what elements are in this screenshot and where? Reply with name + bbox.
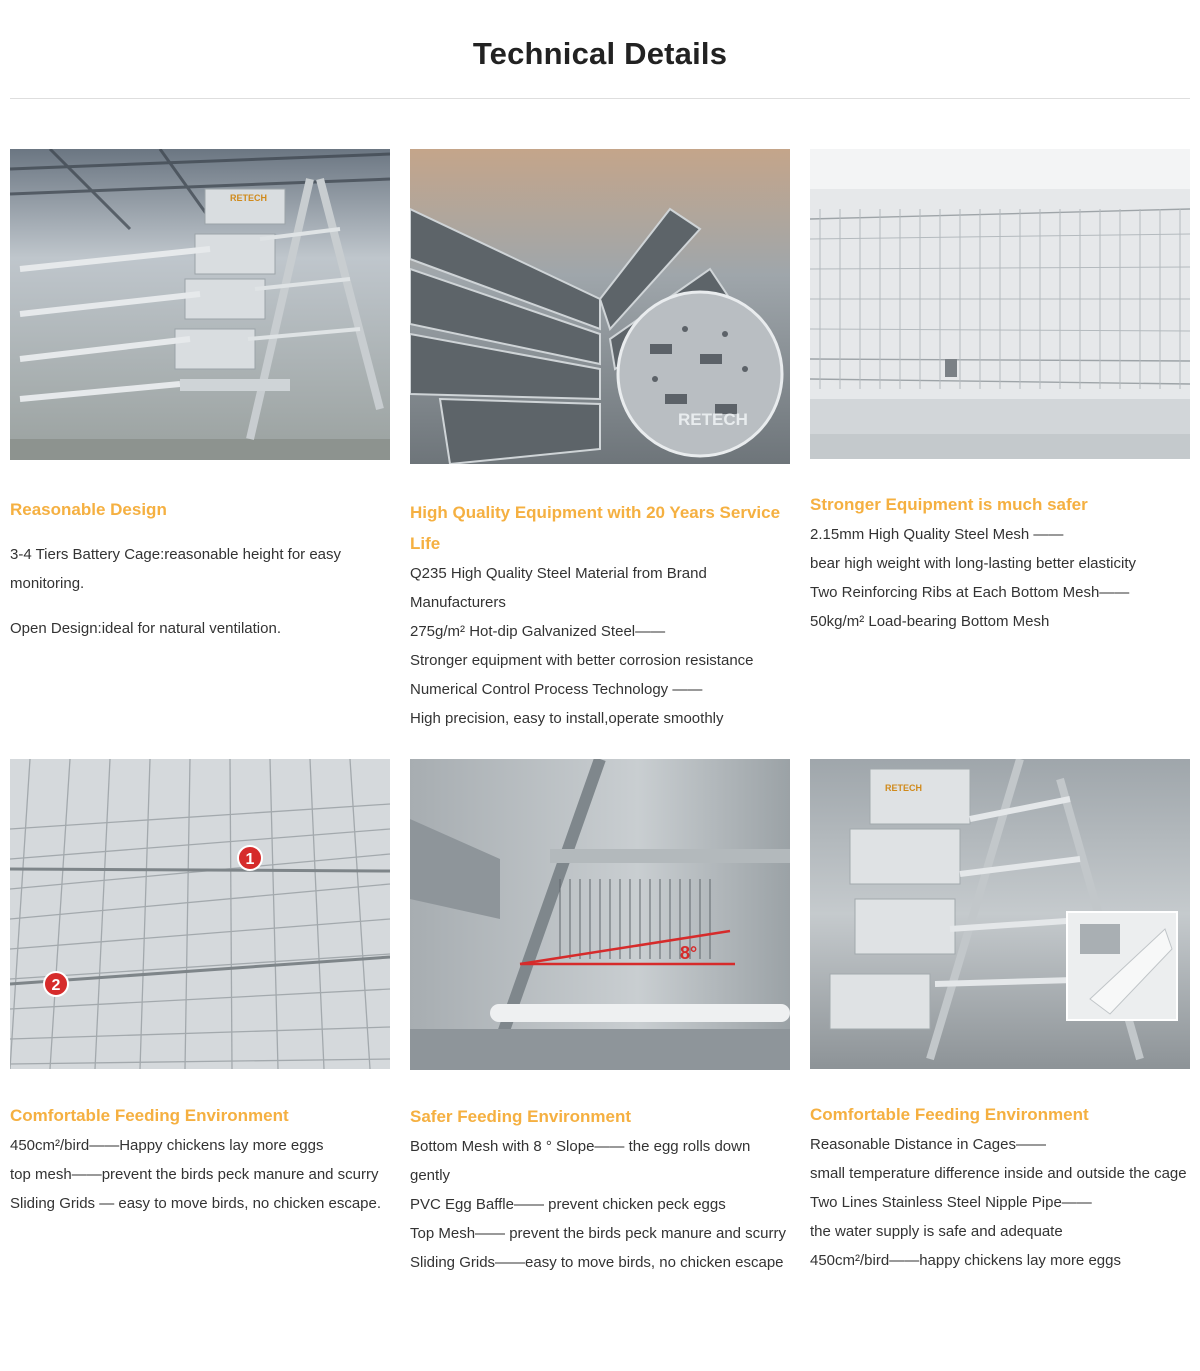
card-line: Bottom Mesh with 8 ° Slope—— the egg rolls down gently <box>410 1138 751 1184</box>
svg-text:1: 1 <box>245 851 255 868</box>
card-reasonable-design <box>10 149 390 643</box>
card-line: Q235 High Quality Steel Material from Brand Manufacturers <box>410 565 707 611</box>
marker-one <box>238 846 262 870</box>
photo-steel-mesh-cage <box>810 149 1190 459</box>
card-line: Two Reinforcing Ribs at Each Bottom Mesh—— <box>810 584 1130 601</box>
card-line: small temperature difference inside and outside the cage <box>810 1165 1187 1182</box>
card-heading: Comfortable Feeding Environment <box>810 1105 1089 1124</box>
photo-brand-label: RETECH <box>885 783 923 793</box>
slope-angle-label: 8° <box>680 943 698 963</box>
card-heading: Stronger Equipment is much safer <box>810 495 1088 514</box>
card-line: 275g/m² Hot-dip Galvanized Steel—— <box>410 623 666 640</box>
card-line: 3-4 Tiers Battery Cage:reasonable height for easy monitoring. <box>10 546 342 592</box>
photo-mesh-slope <box>410 759 790 1070</box>
card-safer-feeding <box>410 759 790 1277</box>
card-line: Top Mesh—— prevent the birds peck manure and scurry <box>410 1225 787 1242</box>
card-line: Two Lines Stainless Steel Nipple Pipe—— <box>810 1194 1092 1211</box>
marker-two <box>44 972 68 996</box>
card-line: bear high weight with long-lasting better elasticity <box>810 555 1137 572</box>
card-line: Open Design:ideal for natural ventilation. <box>10 620 281 637</box>
card-heading: Comfortable Feeding Environment <box>10 1106 289 1125</box>
card-line: 50kg/m² Load-bearing Bottom Mesh <box>810 613 1050 630</box>
card-line: 450cm²/bird——happy chickens lay more eggs <box>810 1252 1121 1269</box>
card-line: top mesh——prevent the birds peck manure and scurry <box>10 1166 379 1183</box>
title-divider <box>10 98 1190 99</box>
card-stronger-equipment <box>810 149 1190 636</box>
photo-galvanized-steel-profiles <box>410 149 790 464</box>
card-line: Reasonable Distance in Cages—— <box>810 1136 1046 1153</box>
card-line: 450cm²/bird——Happy chickens lay more eggs <box>10 1137 324 1154</box>
card-line: Sliding Grids — easy to move birds, no chicken escape. <box>10 1195 382 1212</box>
photo-brand-label: RETECH <box>678 410 748 429</box>
card-line: High precision, easy to install,operate smoothly <box>410 710 724 727</box>
card-heading: Reasonable Design <box>10 500 167 519</box>
card-heading: High Quality Equipment with 20 Years Service Life <box>410 503 781 553</box>
photo-battery-cage-overview <box>10 149 390 460</box>
card-heading: Safer Feeding Environment <box>410 1107 632 1126</box>
card-line: Sliding Grids——easy to move birds, no chicken escape <box>410 1254 784 1271</box>
card-comfortable-feeding-1 <box>10 759 390 1218</box>
card-line: 2.15mm High Quality Steel Mesh —— <box>810 526 1064 543</box>
card-line: PVC Egg Baffle—— prevent chicken peck eggs <box>410 1196 726 1213</box>
page-title: Technical Details <box>472 36 728 71</box>
card-line: the water supply is safe and adequate <box>810 1223 1063 1240</box>
photo-brand-label: RETECH <box>230 193 268 203</box>
photo-cage-with-nipple-inset <box>810 759 1190 1069</box>
photo-bottom-mesh-closeup <box>10 759 390 1069</box>
card-comfortable-feeding-2 <box>810 759 1190 1275</box>
card-line: Numerical Control Process Technology —— <box>410 681 703 698</box>
svg-text:2: 2 <box>51 977 61 994</box>
card-line: Stronger equipment with better corrosion resistance <box>410 652 754 669</box>
card-high-quality-equipment <box>410 149 790 733</box>
